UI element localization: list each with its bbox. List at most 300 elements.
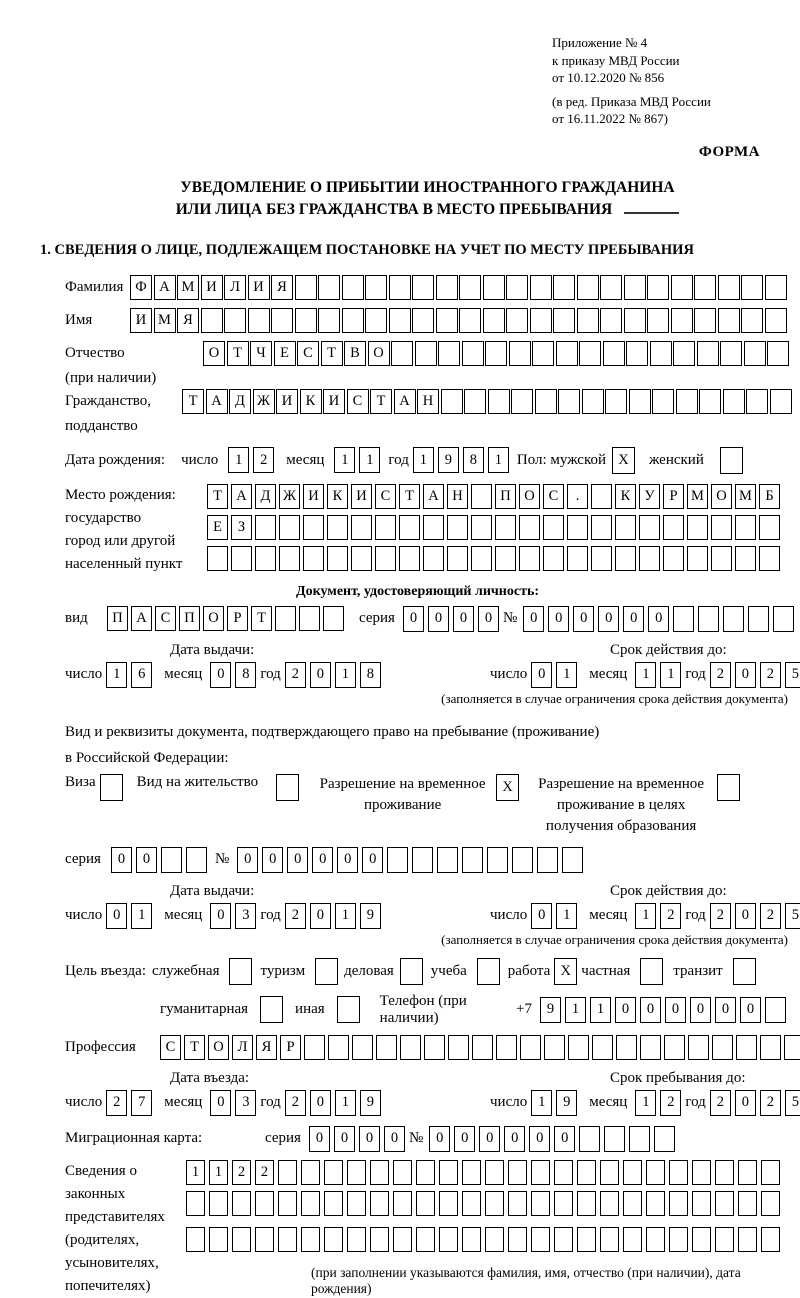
migration-number-cell[interactable] bbox=[604, 1126, 625, 1152]
surname-cell[interactable] bbox=[718, 275, 740, 300]
citizenship-cell[interactable] bbox=[629, 389, 651, 414]
stay-year-cells[interactable] bbox=[710, 1090, 800, 1116]
residence-issue-year-cell[interactable]: 1 bbox=[335, 903, 356, 929]
residence-valid-day-cell[interactable]: 0 bbox=[531, 903, 552, 929]
representatives-cell[interactable] bbox=[301, 1191, 320, 1216]
doc-number-cell[interactable]: 0 bbox=[598, 606, 619, 632]
surname-cell[interactable] bbox=[741, 275, 763, 300]
residence-issue-year-cell[interactable]: 2 bbox=[285, 903, 306, 929]
birthplace-cell[interactable] bbox=[663, 546, 684, 571]
patronymic-cell[interactable]: В bbox=[344, 341, 366, 366]
phone-cell[interactable]: 0 bbox=[640, 997, 661, 1023]
entry-month-cell[interactable]: 0 bbox=[210, 1090, 231, 1116]
representatives-cell[interactable] bbox=[232, 1227, 251, 1252]
patronymic-cell[interactable] bbox=[626, 341, 648, 366]
representatives-cell[interactable] bbox=[738, 1227, 757, 1252]
representatives-cell[interactable] bbox=[692, 1191, 711, 1216]
passport-valid-year-cell[interactable]: 0 bbox=[735, 662, 756, 688]
birthplace-cell[interactable] bbox=[615, 515, 636, 540]
patronymic-cell[interactable]: О bbox=[203, 341, 225, 366]
given-name-cell[interactable] bbox=[201, 308, 223, 333]
profession-cell[interactable] bbox=[328, 1035, 349, 1060]
representatives-cell[interactable] bbox=[186, 1191, 205, 1216]
entry-day-cell[interactable]: 2 bbox=[106, 1090, 127, 1116]
passport-issue-day-cells[interactable] bbox=[106, 662, 156, 688]
birthplace-cell[interactable] bbox=[591, 515, 612, 540]
representatives-cell[interactable]: 1 bbox=[186, 1160, 205, 1185]
birthplace-cell[interactable]: С bbox=[375, 484, 396, 509]
patronymic-cell[interactable] bbox=[532, 341, 554, 366]
surname-cell[interactable] bbox=[389, 275, 411, 300]
given-name-cell[interactable] bbox=[765, 308, 787, 333]
representatives-cell[interactable] bbox=[416, 1160, 435, 1185]
representatives-cell[interactable] bbox=[600, 1160, 619, 1185]
passport-issue-year-cell[interactable]: 8 bbox=[360, 662, 381, 688]
migration-number-cell[interactable]: 0 bbox=[529, 1126, 550, 1152]
passport-valid-year-cell[interactable]: 2 bbox=[710, 662, 731, 688]
doc-kind-cell[interactable]: С bbox=[155, 606, 176, 631]
entry-day-cell[interactable]: 7 bbox=[131, 1090, 152, 1116]
birthplace-cell[interactable] bbox=[327, 515, 348, 540]
representatives-cell[interactable] bbox=[761, 1160, 780, 1185]
profession-cell[interactable]: Л bbox=[232, 1035, 253, 1060]
citizenship-cell[interactable]: И bbox=[276, 389, 298, 414]
surname-cell[interactable]: М bbox=[177, 275, 199, 300]
residence-series-cell[interactable]: 0 bbox=[136, 847, 157, 873]
birthplace-cell[interactable] bbox=[711, 546, 732, 571]
representatives-cell[interactable] bbox=[439, 1227, 458, 1252]
profession-cell[interactable]: С bbox=[160, 1035, 181, 1060]
representatives-cell[interactable] bbox=[623, 1191, 642, 1216]
representatives-cells-row-3[interactable] bbox=[186, 1227, 784, 1252]
given-name-cell[interactable] bbox=[506, 308, 528, 333]
doc-number-cell[interactable]: 0 bbox=[623, 606, 644, 632]
purpose-tourism-checkbox[interactable] bbox=[315, 958, 338, 985]
doc-number-cell[interactable]: 0 bbox=[573, 606, 594, 632]
birthplace-cell[interactable] bbox=[327, 546, 348, 571]
passport-issue-year-cells[interactable] bbox=[285, 662, 385, 688]
given-name-cell[interactable] bbox=[624, 308, 646, 333]
residence-issue-day-cell[interactable]: 1 bbox=[131, 903, 152, 929]
patronymic-cell[interactable] bbox=[391, 341, 413, 366]
given-name-cell[interactable] bbox=[224, 308, 246, 333]
representatives-cell[interactable]: 2 bbox=[232, 1160, 251, 1185]
residence-series-cell[interactable] bbox=[161, 847, 182, 873]
representatives-cell[interactable] bbox=[623, 1160, 642, 1185]
residence-issue-month-cell[interactable]: 0 bbox=[210, 903, 231, 929]
doc-series-cell[interactable]: 0 bbox=[478, 606, 499, 632]
surname-cell[interactable] bbox=[436, 275, 458, 300]
residence-number-cell[interactable] bbox=[387, 847, 408, 873]
birthplace-cell[interactable] bbox=[687, 515, 708, 540]
surname-cell[interactable]: И bbox=[201, 275, 223, 300]
birthplace-cell[interactable] bbox=[615, 546, 636, 571]
representatives-cell[interactable] bbox=[324, 1227, 343, 1252]
residence-valid-year-cell[interactable]: 2 bbox=[710, 903, 731, 929]
representatives-cell[interactable] bbox=[209, 1191, 228, 1216]
birthplace-cell[interactable] bbox=[351, 546, 372, 571]
profession-cell[interactable] bbox=[688, 1035, 709, 1060]
doc-series-cells[interactable] bbox=[403, 606, 503, 632]
representatives-cell[interactable] bbox=[577, 1191, 596, 1216]
birthplace-cell[interactable] bbox=[375, 546, 396, 571]
purpose-work-checkbox[interactable]: X bbox=[554, 958, 577, 985]
patronymic-cell[interactable] bbox=[744, 341, 766, 366]
representatives-cell[interactable] bbox=[669, 1227, 688, 1252]
residence-valid-month-cell[interactable]: 2 bbox=[660, 903, 681, 929]
profession-cell[interactable] bbox=[736, 1035, 757, 1060]
representatives-cell[interactable] bbox=[370, 1227, 389, 1252]
given-name-cell[interactable] bbox=[671, 308, 693, 333]
profession-cell[interactable] bbox=[304, 1035, 325, 1060]
birthplace-cells-row-3[interactable] bbox=[207, 546, 783, 571]
citizenship-cell[interactable]: Д bbox=[229, 389, 251, 414]
birthplace-cell[interactable]: Т bbox=[207, 484, 228, 509]
birthplace-cell[interactable] bbox=[351, 515, 372, 540]
given-name-cell[interactable]: М bbox=[154, 308, 176, 333]
surname-cell[interactable] bbox=[647, 275, 669, 300]
given-name-cell[interactable] bbox=[553, 308, 575, 333]
birth-day-cell[interactable]: 1 bbox=[228, 447, 249, 473]
representatives-cell[interactable] bbox=[209, 1227, 228, 1252]
patronymic-cell[interactable] bbox=[462, 341, 484, 366]
migration-series-cells[interactable] bbox=[309, 1126, 409, 1152]
surname-cell[interactable] bbox=[365, 275, 387, 300]
representatives-cell[interactable] bbox=[370, 1160, 389, 1185]
profession-cell[interactable] bbox=[520, 1035, 541, 1060]
purpose-other-checkbox[interactable] bbox=[337, 996, 360, 1023]
representatives-cell[interactable] bbox=[485, 1191, 504, 1216]
representatives-cell[interactable] bbox=[554, 1227, 573, 1252]
representatives-cell[interactable] bbox=[669, 1160, 688, 1185]
citizenship-cell[interactable]: А bbox=[394, 389, 416, 414]
migration-number-cell[interactable] bbox=[629, 1126, 650, 1152]
birthplace-cell[interactable] bbox=[735, 546, 756, 571]
representatives-cell[interactable] bbox=[623, 1227, 642, 1252]
representatives-cell[interactable] bbox=[508, 1191, 527, 1216]
birth-month-cells[interactable] bbox=[334, 447, 384, 473]
birthplace-cell[interactable] bbox=[519, 515, 540, 540]
birthplace-cell[interactable] bbox=[207, 546, 228, 571]
citizenship-cell[interactable]: К bbox=[300, 389, 322, 414]
representatives-cell[interactable] bbox=[646, 1191, 665, 1216]
representatives-cell[interactable] bbox=[462, 1160, 481, 1185]
residence-number-cell[interactable] bbox=[537, 847, 558, 873]
passport-valid-year-cells[interactable] bbox=[710, 662, 800, 688]
surname-cell[interactable] bbox=[694, 275, 716, 300]
citizenship-cell[interactable] bbox=[699, 389, 721, 414]
residence-issue-year-cell[interactable]: 9 bbox=[360, 903, 381, 929]
representatives-cell[interactable] bbox=[301, 1160, 320, 1185]
migration-series-cell[interactable]: 0 bbox=[384, 1126, 405, 1152]
representatives-cell[interactable] bbox=[278, 1160, 297, 1185]
sex-female-checkbox[interactable] bbox=[720, 447, 743, 474]
purpose-humanitarian-checkbox-cells[interactable] bbox=[260, 996, 283, 1023]
doc-series-cell[interactable]: 0 bbox=[453, 606, 474, 632]
passport-issue-month-cells[interactable] bbox=[210, 662, 260, 688]
entry-month-cells[interactable] bbox=[210, 1090, 260, 1116]
surname-cell[interactable]: И bbox=[248, 275, 270, 300]
stay-month-cells[interactable] bbox=[635, 1090, 685, 1116]
birthplace-cell[interactable] bbox=[375, 515, 396, 540]
doc-kind-cell[interactable]: П bbox=[179, 606, 200, 631]
birthplace-cell[interactable] bbox=[471, 484, 492, 509]
representatives-cell[interactable] bbox=[646, 1160, 665, 1185]
representatives-cell[interactable] bbox=[416, 1191, 435, 1216]
birthplace-cell[interactable]: Р bbox=[663, 484, 684, 509]
sex-female-checkbox-cells[interactable] bbox=[720, 447, 743, 474]
birthplace-cell[interactable] bbox=[495, 515, 516, 540]
surname-cell[interactable]: А bbox=[154, 275, 176, 300]
birthplace-cell[interactable]: У bbox=[639, 484, 660, 509]
surname-cell[interactable] bbox=[553, 275, 575, 300]
birthplace-cell[interactable]: П bbox=[495, 484, 516, 509]
residence-number-cell[interactable]: 0 bbox=[287, 847, 308, 873]
surname-cells[interactable] bbox=[130, 275, 788, 300]
given-name-cell[interactable] bbox=[318, 308, 340, 333]
phone-cell[interactable]: 0 bbox=[715, 997, 736, 1023]
birth-year-cells[interactable] bbox=[413, 447, 513, 473]
migration-series-cell[interactable]: 0 bbox=[334, 1126, 355, 1152]
representatives-cell[interactable] bbox=[393, 1227, 412, 1252]
birthplace-cell[interactable]: О bbox=[519, 484, 540, 509]
birthplace-cell[interactable] bbox=[639, 546, 660, 571]
given-name-cell[interactable] bbox=[389, 308, 411, 333]
profession-cell[interactable] bbox=[424, 1035, 445, 1060]
birthplace-cell[interactable] bbox=[423, 515, 444, 540]
phone-cell[interactable]: 0 bbox=[740, 997, 761, 1023]
birthplace-cell[interactable] bbox=[663, 515, 684, 540]
doc-number-cell[interactable]: 0 bbox=[648, 606, 669, 632]
stay-day-cell[interactable]: 1 bbox=[531, 1090, 552, 1116]
phone-cell[interactable]: 9 bbox=[540, 997, 561, 1023]
given-name-cell[interactable] bbox=[530, 308, 552, 333]
citizenship-cell[interactable] bbox=[605, 389, 627, 414]
representatives-cell[interactable] bbox=[600, 1227, 619, 1252]
entry-year-cell[interactable]: 1 bbox=[335, 1090, 356, 1116]
doc-number-cell[interactable] bbox=[748, 606, 769, 632]
surname-cell[interactable] bbox=[765, 275, 787, 300]
visa-checkbox[interactable] bbox=[100, 774, 123, 801]
profession-cell[interactable]: Т bbox=[184, 1035, 205, 1060]
temp-residence-edu-checkbox-cells[interactable] bbox=[717, 774, 740, 801]
stay-day-cells[interactable] bbox=[531, 1090, 581, 1116]
birthplace-cell[interactable] bbox=[735, 515, 756, 540]
doc-series-cell[interactable]: 0 bbox=[403, 606, 424, 632]
representatives-cell[interactable] bbox=[600, 1191, 619, 1216]
doc-kind-cell[interactable]: О bbox=[203, 606, 224, 631]
residence-number-cell[interactable]: 0 bbox=[362, 847, 383, 873]
residence-series-cell[interactable]: 0 bbox=[111, 847, 132, 873]
representatives-cell[interactable] bbox=[324, 1160, 343, 1185]
birthplace-cell[interactable]: И bbox=[303, 484, 324, 509]
residence-valid-month-cell[interactable]: 1 bbox=[635, 903, 656, 929]
stay-year-cell[interactable]: 2 bbox=[760, 1090, 781, 1116]
doc-kind-cell[interactable]: П bbox=[107, 606, 128, 631]
representatives-cell[interactable] bbox=[324, 1191, 343, 1216]
migration-number-cells[interactable] bbox=[429, 1126, 679, 1152]
profession-cell[interactable] bbox=[784, 1035, 800, 1060]
representatives-cell[interactable] bbox=[715, 1191, 734, 1216]
purpose-official-checkbox[interactable] bbox=[229, 958, 252, 985]
surname-cell[interactable] bbox=[295, 275, 317, 300]
patronymic-cell[interactable]: Е bbox=[274, 341, 296, 366]
residence-valid-year-cell[interactable]: 2 bbox=[760, 903, 781, 929]
phone-cells[interactable] bbox=[540, 997, 790, 1023]
profession-cell[interactable] bbox=[616, 1035, 637, 1060]
given-name-cell[interactable] bbox=[459, 308, 481, 333]
residence-issue-year-cells[interactable] bbox=[285, 903, 385, 929]
patronymic-cell[interactable]: Т bbox=[321, 341, 343, 366]
sex-male-checkbox[interactable]: X bbox=[612, 447, 635, 474]
patronymic-cell[interactable] bbox=[697, 341, 719, 366]
given-name-cell[interactable] bbox=[577, 308, 599, 333]
migration-series-cell[interactable]: 0 bbox=[309, 1126, 330, 1152]
representatives-cell[interactable] bbox=[508, 1227, 527, 1252]
representatives-cell[interactable] bbox=[715, 1227, 734, 1252]
citizenship-cell[interactable] bbox=[723, 389, 745, 414]
profession-cell[interactable] bbox=[376, 1035, 397, 1060]
birthplace-cell[interactable] bbox=[687, 546, 708, 571]
residence-permit-checkbox-cells[interactable] bbox=[276, 774, 299, 801]
profession-cells[interactable] bbox=[160, 1035, 800, 1060]
given-name-cell[interactable] bbox=[647, 308, 669, 333]
doc-kind-cell[interactable]: Р bbox=[227, 606, 248, 631]
citizenship-cell[interactable]: С bbox=[347, 389, 369, 414]
birthplace-cell[interactable] bbox=[471, 546, 492, 571]
citizenship-cell[interactable] bbox=[441, 389, 463, 414]
representatives-cell[interactable] bbox=[531, 1191, 550, 1216]
citizenship-cell[interactable] bbox=[511, 389, 533, 414]
entry-year-cells[interactable] bbox=[285, 1090, 385, 1116]
birthplace-cells-row-2[interactable] bbox=[207, 515, 783, 540]
surname-cell[interactable] bbox=[342, 275, 364, 300]
doc-kind-cell[interactable] bbox=[323, 606, 344, 631]
phone-cell[interactable]: 0 bbox=[615, 997, 636, 1023]
representatives-cell[interactable] bbox=[692, 1227, 711, 1252]
purpose-business-checkbox-cells[interactable] bbox=[400, 958, 423, 985]
given-name-cell[interactable] bbox=[718, 308, 740, 333]
birthplace-cell[interactable]: С bbox=[543, 484, 564, 509]
stay-year-cell[interactable]: 0 bbox=[735, 1090, 756, 1116]
residence-number-cell[interactable]: 0 bbox=[337, 847, 358, 873]
birth-day-cells[interactable] bbox=[228, 447, 278, 473]
passport-issue-month-cell[interactable]: 0 bbox=[210, 662, 231, 688]
purpose-business-checkbox[interactable] bbox=[400, 958, 423, 985]
patronymic-cell[interactable] bbox=[438, 341, 460, 366]
birthplace-cell[interactable]: О bbox=[711, 484, 732, 509]
birthplace-cell[interactable]: К bbox=[615, 484, 636, 509]
representatives-cell[interactable] bbox=[347, 1160, 366, 1185]
birthplace-cell[interactable] bbox=[399, 515, 420, 540]
residence-number-cell[interactable]: 0 bbox=[312, 847, 333, 873]
purpose-study-checkbox[interactable] bbox=[477, 958, 500, 985]
birthplace-cell[interactable] bbox=[567, 546, 588, 571]
representatives-cell[interactable] bbox=[554, 1160, 573, 1185]
given-name-cell[interactable]: Я bbox=[177, 308, 199, 333]
birthplace-cell[interactable]: Т bbox=[399, 484, 420, 509]
residence-number-cell[interactable] bbox=[562, 847, 583, 873]
representatives-cell[interactable] bbox=[485, 1227, 504, 1252]
citizenship-cell[interactable] bbox=[652, 389, 674, 414]
surname-cell[interactable] bbox=[483, 275, 505, 300]
entry-month-cell[interactable]: 3 bbox=[235, 1090, 256, 1116]
stay-month-cell[interactable]: 2 bbox=[660, 1090, 681, 1116]
representatives-cell[interactable] bbox=[439, 1160, 458, 1185]
birth-year-cell[interactable]: 8 bbox=[463, 447, 484, 473]
patronymic-cell[interactable]: С bbox=[297, 341, 319, 366]
surname-cell[interactable]: Ф bbox=[130, 275, 152, 300]
residence-issue-month-cells[interactable] bbox=[210, 903, 260, 929]
patronymic-cell[interactable] bbox=[485, 341, 507, 366]
doc-series-cell[interactable]: 0 bbox=[428, 606, 449, 632]
birthplace-cell[interactable] bbox=[591, 546, 612, 571]
profession-cell[interactable] bbox=[544, 1035, 565, 1060]
given-name-cell[interactable] bbox=[295, 308, 317, 333]
given-name-cell[interactable] bbox=[436, 308, 458, 333]
migration-number-cell[interactable] bbox=[654, 1126, 675, 1152]
migration-number-cell[interactable]: 0 bbox=[554, 1126, 575, 1152]
passport-valid-month-cell[interactable]: 1 bbox=[660, 662, 681, 688]
profession-cell[interactable] bbox=[640, 1035, 661, 1060]
entry-year-cell[interactable]: 2 bbox=[285, 1090, 306, 1116]
patronymic-cell[interactable] bbox=[720, 341, 742, 366]
residence-valid-month-cells[interactable] bbox=[635, 903, 685, 929]
residence-issue-day-cell[interactable]: 0 bbox=[106, 903, 127, 929]
representatives-cell[interactable] bbox=[738, 1160, 757, 1185]
doc-kind-cell[interactable]: Т bbox=[251, 606, 272, 631]
surname-cell[interactable] bbox=[671, 275, 693, 300]
citizenship-cell[interactable]: Т bbox=[182, 389, 204, 414]
representatives-cell[interactable]: 2 bbox=[255, 1160, 274, 1185]
patronymic-cell[interactable]: Ч bbox=[250, 341, 272, 366]
entry-year-cell[interactable]: 9 bbox=[360, 1090, 381, 1116]
profession-cell[interactable] bbox=[568, 1035, 589, 1060]
citizenship-cells[interactable] bbox=[182, 389, 793, 414]
temp-residence-checkbox-cells[interactable] bbox=[496, 774, 519, 801]
doc-kind-cells[interactable] bbox=[107, 606, 347, 631]
residence-series-cells[interactable] bbox=[111, 847, 211, 873]
passport-valid-month-cell[interactable]: 1 bbox=[635, 662, 656, 688]
representatives-cell[interactable] bbox=[255, 1227, 274, 1252]
residence-number-cell[interactable] bbox=[437, 847, 458, 873]
citizenship-cell[interactable]: Т bbox=[370, 389, 392, 414]
given-name-cell[interactable] bbox=[600, 308, 622, 333]
patronymic-cell[interactable]: Т bbox=[227, 341, 249, 366]
patronymic-cells[interactable] bbox=[203, 341, 791, 366]
birthplace-cell[interactable]: Н bbox=[447, 484, 468, 509]
birthplace-cell[interactable]: Б bbox=[759, 484, 780, 509]
residence-number-cell[interactable] bbox=[462, 847, 483, 873]
stay-year-cell[interactable]: 5 bbox=[785, 1090, 800, 1116]
representatives-cell[interactable] bbox=[416, 1227, 435, 1252]
passport-issue-day-cell[interactable]: 6 bbox=[131, 662, 152, 688]
stay-year-cell[interactable]: 2 bbox=[710, 1090, 731, 1116]
citizenship-cell[interactable] bbox=[582, 389, 604, 414]
birth-year-cell[interactable]: 1 bbox=[488, 447, 509, 473]
patronymic-cell[interactable] bbox=[415, 341, 437, 366]
birthplace-cell[interactable] bbox=[423, 546, 444, 571]
purpose-study-checkbox-cells[interactable] bbox=[477, 958, 500, 985]
representatives-cell[interactable] bbox=[462, 1191, 481, 1216]
entry-day-cells[interactable] bbox=[106, 1090, 156, 1116]
profession-cell[interactable]: О bbox=[208, 1035, 229, 1060]
residence-permit-checkbox[interactable] bbox=[276, 774, 299, 801]
surname-cell[interactable] bbox=[459, 275, 481, 300]
given-name-cell[interactable]: И bbox=[130, 308, 152, 333]
residence-valid-year-cells[interactable] bbox=[710, 903, 800, 929]
birthplace-cell[interactable] bbox=[279, 546, 300, 571]
